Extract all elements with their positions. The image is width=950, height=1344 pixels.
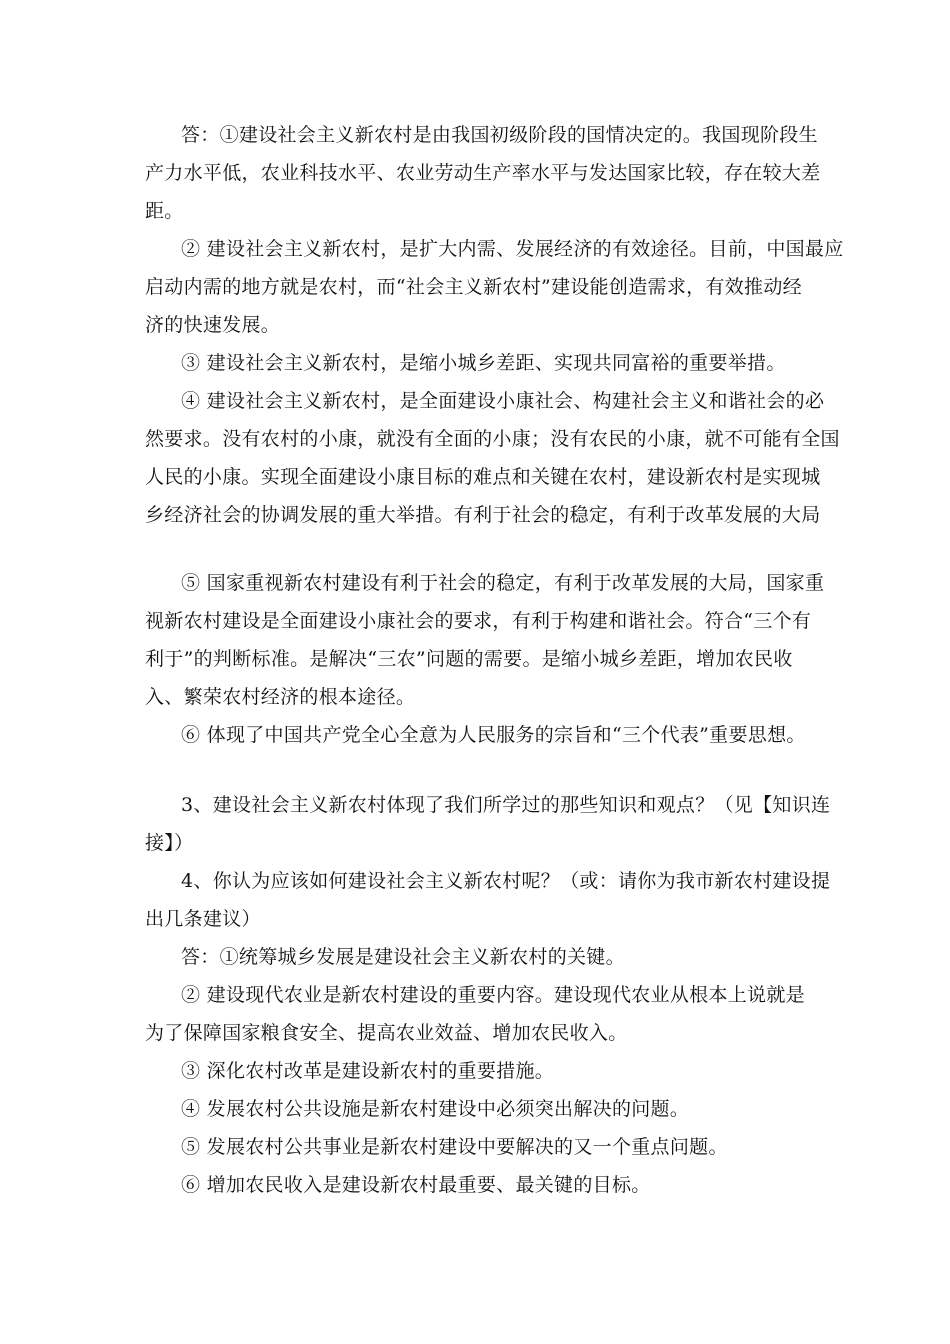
answer-2-point-5-line-1: ⑤ 国家重视新农村建设有利于社会的稳定，有利于改革发展的大局，国家重 (181, 572, 825, 594)
answer-4-point-2-line-2: 为了保障国家粮食安全、提高农业效益、增加农民收入。 (145, 1022, 628, 1044)
answer-2-point-2-line-1: ② 建设社会主义新农村，是扩大内需、发展经济的有效途径。目前，中国最应 (181, 238, 844, 260)
answer-2-point-6: ⑥ 体现了中国共产党全心全意为人民服务的宗旨和“三个代表”重要思想。 (181, 724, 806, 746)
answer-4-point-1: 答：①统筹城乡发展是建设社会主义新农村的关键。 (181, 946, 625, 968)
answer-2-point-5-line-2: 视新农村建设是全面建设小康社会的要求，有利于构建和谐社会。符合“三个有 (145, 610, 812, 632)
answer-4-point-2-line-1: ② 建设现代农业是新农村建设的重要内容。建设现代农业从根本上说就是 (181, 984, 805, 1006)
answer-2-point-2-line-3: 济的快速发展。 (145, 314, 281, 336)
answer-2-point-4-line-2: 然要求。没有农村的小康，就没有全面的小康；没有农民的小康，就不可能有全国 (145, 428, 840, 450)
answer-4-point-6: ⑥ 增加农民收入是建设新农村最重要、最关键的目标。 (181, 1174, 651, 1196)
answer-2-point-1-line-3: 距。 (145, 200, 184, 222)
answer-2-point-1-line-1: 答：①建设社会主义新农村是由我国初级阶段的国情决定的。我国现阶段生 (181, 124, 818, 146)
answer-2-point-4-line-4: 乡经济社会的协调发展的重大举措。有利于社会的稳定，有利于改革发展的大局 (145, 504, 821, 526)
answer-2-point-5-line-4: 入、繁荣农村经济的根本途径。 (145, 686, 416, 708)
answer-2-point-1-line-2: 产力水平低，农业科技水平、农业劳动生产率水平与发达国家比较，存在较大差 (145, 162, 821, 184)
question-3-line-2: 接】） (145, 832, 194, 854)
question-4-line-2: 出几条建议） (145, 908, 261, 930)
answer-2-point-4-line-1: ④ 建设社会主义新农村，是全面建设小康社会、构建社会主义和谐社会的必 (181, 390, 825, 412)
question-3-line-1: 3、建设社会主义新农村体现了我们所学过的那些知识和观点？（见【知识连 (181, 794, 831, 816)
answer-2-point-2-line-2: 启动内需的地方就是农村，而“社会主义新农村”建设能创造需求，有效推动经 (145, 276, 802, 298)
answer-4-point-5: ⑤ 发展农村公共事业是新农村建设中要解决的又一个重点问题。 (181, 1136, 728, 1158)
answer-4-point-4: ④ 发展农村公共设施是新农村建设中必须突出解决的问题。 (181, 1098, 690, 1120)
answer-2-point-4-line-3: 人民的小康。实现全面建设小康目标的难点和关键在农村，建设新农村是实现城 (145, 466, 821, 488)
answer-2-point-3: ③ 建设社会主义新农村，是缩小城乡差距、实现共同富裕的重要举措。 (181, 352, 786, 374)
answer-4-point-3: ③ 深化农村改革是建设新农村的重要措施。 (181, 1060, 555, 1082)
answer-2-point-5-line-3: 利于”的判断标准。是解决“三农”问题的需要。是缩小城乡差距，增加农民收 (145, 648, 793, 670)
question-4-line-1: 4、你认为应该如何建设社会主义新农村呢？（或：请你为我市新农村建设提 (181, 870, 831, 892)
